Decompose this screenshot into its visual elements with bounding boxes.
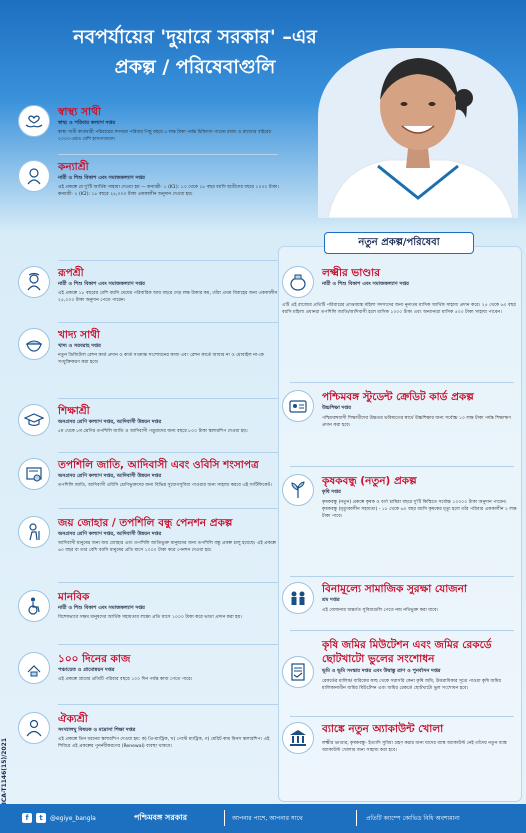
divider [290, 382, 514, 383]
scheme-title: ব্যাঙ্কে নতুন অ্যাকাউন্ট খোলা [322, 723, 444, 735]
facebook-icon[interactable]: f [22, 813, 32, 823]
scheme-dept: নারী ও শিশু বিকাশ এবং সমাজকল্যাণ দপ্তর [58, 605, 145, 611]
family-icon [282, 582, 314, 614]
title-line-1: নবপর্যায়ের 'দুয়ারে সরকার' –এর [73, 26, 317, 48]
scheme-desc: এই প্রকল্পে তিন ধরনের স্কলারশিপ দেওয়া হয়: ক) প্রি-ম্যাট্রিক, খ) পোস্ট ম্যাট্রিক, গ) মেরিট কাম মিনস স্কলারশিপ। এই শিবিরে এই প্রকল্পের পুনর্নবীকরণের (Renewal) ব্যবস্থা থাকবে। [58, 737, 270, 749]
scheme-aikyashree [18, 712, 268, 792]
scheme-title: কন্যাশ্রী [58, 161, 89, 173]
new-schemes-banner: নতুন প্রকল্প/পরিষেবা [324, 232, 474, 254]
scheme-desc: এই প্রকল্পে যে দু'টি আর্থিক সাহায্য দেওয়া হয় — কন্যাশ্রী- ১ (K1): ১৩ থেকে ১৮ বছর বয়সি ছাত্রীদের বছরে ১০০০ টাকা। কন্যাশ্রী- ২ (K2): ১৮ বছরে ২৫,০০০ টাকা এককালীন অনুদান দেওয়া হয়। [58, 185, 279, 197]
scheme-title: খাদ্য সাথী [58, 329, 100, 341]
scheme-dept: নারী ও শিশু বিকাশ এবং সমাজকল্যাণ দপ্তর [322, 281, 409, 287]
scheme-dept: সংখ্যালঘু বিষয়ক ও মাদ্রাসা শিক্ষা দপ্তর [58, 727, 136, 733]
scheme-social-security [282, 582, 522, 628]
portrait-illustration [318, 48, 518, 218]
scheme-land-mutation [282, 638, 522, 714]
elder-icon [18, 516, 50, 548]
scheme-title: জয় জোহার / তপশিলি বন্ধু পেনশন প্রকল্প [58, 517, 233, 529]
scheme-dept: নারী ও শিশু বিকাশ এবং সমাজকল্যাণ দপ্তর [58, 281, 145, 287]
divider [58, 322, 278, 323]
scheme-title: কৃষকবন্ধু (নতুন) প্রকল্প [322, 475, 417, 487]
graduation-cap-icon [18, 404, 50, 436]
certificate-icon [18, 458, 50, 490]
scheme-dept: নারী ও শিশু বিকাশ এবং সমাজকল্যাণ দপ্তর [58, 175, 145, 181]
scheme-dept: খাদ্য ও সরবরাহ দপ্তর [58, 343, 101, 349]
scheme-krishak-bandhu [282, 474, 522, 572]
scheme-student-credit-card [282, 390, 522, 462]
rice-bowl-icon [18, 328, 50, 360]
scheme-dept: ভূমি ও ভূমি সংস্কার দপ্তর এবং উদ্বাস্তু ত্রাণ ও পুনর্বাসন দপ্তর [322, 668, 441, 674]
twitter-icon[interactable]: t [36, 813, 46, 823]
scholar-icon [18, 712, 50, 744]
land-record-icon [282, 656, 314, 688]
footer-govt: পশ্চিমবঙ্গ সরকার [134, 813, 188, 822]
scheme-desc: ৫ম থেকে ৮ম শ্রেণির তপশিলি জাতি ও আদিবাসী পড়ুয়াদের জন্য বছরে ৮০০ টাকা স্কলারশিপ দেওয়া হয়। [58, 429, 248, 434]
scheme-desc: এই প্রকল্পে গ্রামের প্রতিটি পরিবার বছরে ১০০ দিন পর্যন্ত কাজ পেতে পারে। [58, 677, 193, 682]
scheme-title: রূপশ্রী [58, 267, 84, 279]
scheme-desc: এই প্রকল্পে ১৮ বছরের বেশি বয়সি মেয়ের পরিবারিক আয় বছরে দেড় লক্ষ টাকার কম, তাঁরা প্রথম বিবাহের জন্য এককালীন ২৫,০০০ টাকা অনুদান পেতে পারেন। [58, 291, 278, 303]
divider [58, 154, 278, 155]
divider [58, 582, 278, 583]
scheme-dept: কৃষি দপ্তর [322, 489, 341, 495]
social-handle[interactable]: @egiye_bangla [50, 814, 96, 822]
footer-separator [356, 810, 357, 826]
scheme-title: পশ্চিমবঙ্গ স্টুডেন্ট ক্রেডিট কার্ড প্রকল্প [322, 391, 474, 403]
scheme-shikshashree [18, 404, 268, 452]
divider [290, 716, 514, 717]
scheme-desc: এটি এই রাজ্যের প্রতিটি পরিবারের প্রাপ্তবয়স্ক মহিলা সদস্যদের জন্য নূন্যতম মাসিক আর্থিক সাহায্য প্রদান করে। ২৫ থেকে ৬০ বছর বয়সি মহিলা প্রধানরা তপশিলি জাতি/আদিবাসী হলে মাসিক ১০০০ টাকা এবং অন্যান্যরা মাসিক ৫০০ টাকা সাহায্য পাবেন। [282, 303, 516, 315]
portrait-photo [318, 48, 518, 218]
bride-icon [18, 266, 50, 298]
scheme-100-days-work [18, 652, 268, 700]
scheme-dept: অনগ্রসর শ্রেণি কল্যাণ দপ্তর, আদিবাসী উন্নয়ন দপ্তর [58, 473, 162, 479]
scheme-dept: অনগ্রসর শ্রেণি কল্যাণ দপ্তর, আদিবাসী উন্নয়ন দপ্তর [58, 419, 162, 425]
scheme-desc: বিশেষভাবে সক্ষম মানুষদের আর্থিক সহায়তার লক্ষ্যে প্রতি মাসে ১০০০ টাকা করে ভাতা প্রদান করা হয়। [58, 615, 242, 620]
scheme-swasthya-sathi [18, 105, 272, 153]
hands-heart-icon [18, 105, 50, 137]
scheme-title: তপশিলি জাতি, আদিবাসী এবং ওবিসি শংসাপত্র [58, 459, 259, 471]
bank-icon [282, 722, 314, 754]
divider [58, 398, 278, 399]
scheme-desc: লক্ষ্মীর ভাণ্ডার, কৃষকবন্ধু- ইত্যাদি সুবিধা গ্রহণ করার জন্য যাদের ব্যাঙ্ক অ্যাকাউন্ট নেই তাঁদের নতুন ব্যাঙ্ক অ্যাকাউন্ট খোলার জন্য সাহায্য করা হবে। [322, 741, 507, 753]
title-line-2: প্রকল্প / পরিষেবাগুলি [114, 56, 276, 78]
id-card-icon [282, 390, 314, 422]
divider [58, 260, 278, 261]
scheme-title: বিনামূল্যে সামাজিক সুরক্ষা যোজনা [322, 583, 467, 595]
divider [290, 576, 514, 577]
scheme-desc: আদিবাসী মানুষের জন্য জয় জোহার এবং তপশিলি জাতিভুক্ত মানুষদের জন্য তপশিলি বন্ধু প্রকল্প চালু হয়েছে। এই প্রকল্পে ৬০ বছর বা তার বেশি বয়সি মানুষের প্রতি মাসে ১০০০ টাকা করে পেনশন দেওয়া হয়। [58, 541, 276, 553]
page-title [30, 22, 360, 82]
girl-icon [18, 160, 50, 192]
scheme-desc: নতুন ডিজিটাল রেশন কার্ড প্রদান ও কার্ড সংক্রান্ত সংশোধনের কাজ এবং রেশন কার্ডে আধার না ও মোবাইল না-কে সংযুক্তিকরণ করা হবে। [58, 353, 264, 365]
scheme-title: মানবিক [58, 591, 90, 603]
scheme-desc: তপশিলি জাতি, আদিবাসী ওবিসি শ্রেণিভুক্তদের জন্য বিভিন্ন সুযোগসুবিধা পাওয়ার জন্য সাহায্য করবে এই সার্টিফিকেট। [58, 483, 272, 488]
scheme-rupashree [18, 266, 278, 318]
side-code: ICA-T1146(15)/2021 [1, 738, 8, 805]
scheme-dept: শ্রম দপ্তর [322, 597, 340, 603]
footer-covid-note: প্রতিটি ক্যাম্পে কোভিড বিধি অবশ্যমান্য [366, 815, 460, 822]
plant-icon [282, 474, 314, 506]
scheme-joy-johar [18, 516, 276, 582]
scheme-desc: রেকর্ডের মালিক/ বারিকের কাছ থেকে সরাসরি কেনা কৃষি জমি, উত্তরাধিকার সূত্রে পাওয়া কৃষি জমির মালিকানাধীন জমির মিউটেশন এবং জমির রেকর্ডে ছোটখাটো ভুল সংশোধন হবে। [322, 679, 502, 691]
footer [0, 804, 526, 833]
scheme-desc: পশ্চিমবঙ্গবাসী শিক্ষার্থীদের উচ্চতর ভবিষ্যতের স্বার্থে উচ্চশিক্ষার জন্য সর্বোচ্চ ১০ লক্ষ টাকা পর্যন্ত শিক্ষাঋণ প্রদান করা হবে। [322, 416, 511, 428]
footer-social [22, 813, 96, 823]
divider [290, 630, 514, 631]
scheme-dept: অনগ্রসর শ্রেণি কল্যাণ দপ্তর, আদিবাসী উন্নয়ন দপ্তর [58, 531, 162, 537]
divider [58, 508, 278, 509]
scheme-kanyashree [18, 160, 279, 260]
scheme-bank-account [282, 722, 522, 792]
scheme-desc: স্বাস্থ্য সাথী কার্ডধারী পরিবারের সদস্যরা পরিবার পিছু বছরে ৫ লক্ষ টাকা পর্যন্ত চিকিৎসা পাবেন রাজ্য ও রাজ্যের বাইরের ২০০০-এরও বেশি হাসপাতালে। [58, 130, 272, 142]
divider [58, 704, 278, 705]
scheme-title: স্বাস্থ্য সাথী [58, 106, 101, 118]
divider [58, 452, 278, 453]
scheme-dept: পঞ্চায়েত ও গ্রামোন্নয়ন দপ্তর [58, 667, 115, 673]
scheme-caste-certificate [18, 458, 272, 506]
scheme-desc: এই যোজনার অন্তর্গত সুবিধাগুলি পেতে নাম নথিভুক্ত করা যাবে। [322, 608, 439, 613]
scheme-khadya-sathi [18, 328, 268, 376]
scheme-title: লক্ষ্মীর ভাণ্ডার [322, 267, 380, 279]
scheme-dept: উচ্চশিক্ষা দপ্তর [322, 405, 352, 411]
scheme-title: কৃষি জমির মিউটেশন এবং জমির রেকর্ডে ছোটখাটো ভুলের সংশোধন [322, 639, 492, 665]
divider [58, 644, 278, 645]
divider [290, 466, 514, 467]
pot-icon [282, 266, 314, 298]
scheme-lakshmir-bhandar [282, 266, 522, 378]
scheme-title: ১০০ দিনের কাজ [58, 653, 131, 665]
footer-separator [224, 810, 225, 826]
scheme-title: শিক্ষাশ্রী [58, 405, 90, 417]
worker-icon [18, 652, 50, 684]
scheme-manabik [18, 590, 268, 642]
scheme-dept: স্বাস্থ্য ও পরিবার কল্যাণ দপ্তর [58, 120, 116, 126]
scheme-title: ঐক্যশ্রী [58, 713, 88, 725]
footer-slogan: আপনার পাশে, আপনার সাথে [232, 815, 303, 822]
wheelchair-icon [18, 590, 50, 622]
scheme-desc: কৃষকবন্ধু (নতুন) প্রকল্পে কৃষক ও বর্গা চাষিরা বছরে দু'টি কিস্তিতে সর্বোচ্চ ১০০০০ টাকা অনুদান পাবেন। কৃষকবন্ধু (মৃত্যুকালীন সহায়তা) - ১৮ থেকে ৬০ বছর বয়সি কৃষকের মৃত্যু হলে তাঁর পরিবার এককালীন ২ লক্ষ টাকা পাবে। [322, 500, 517, 519]
